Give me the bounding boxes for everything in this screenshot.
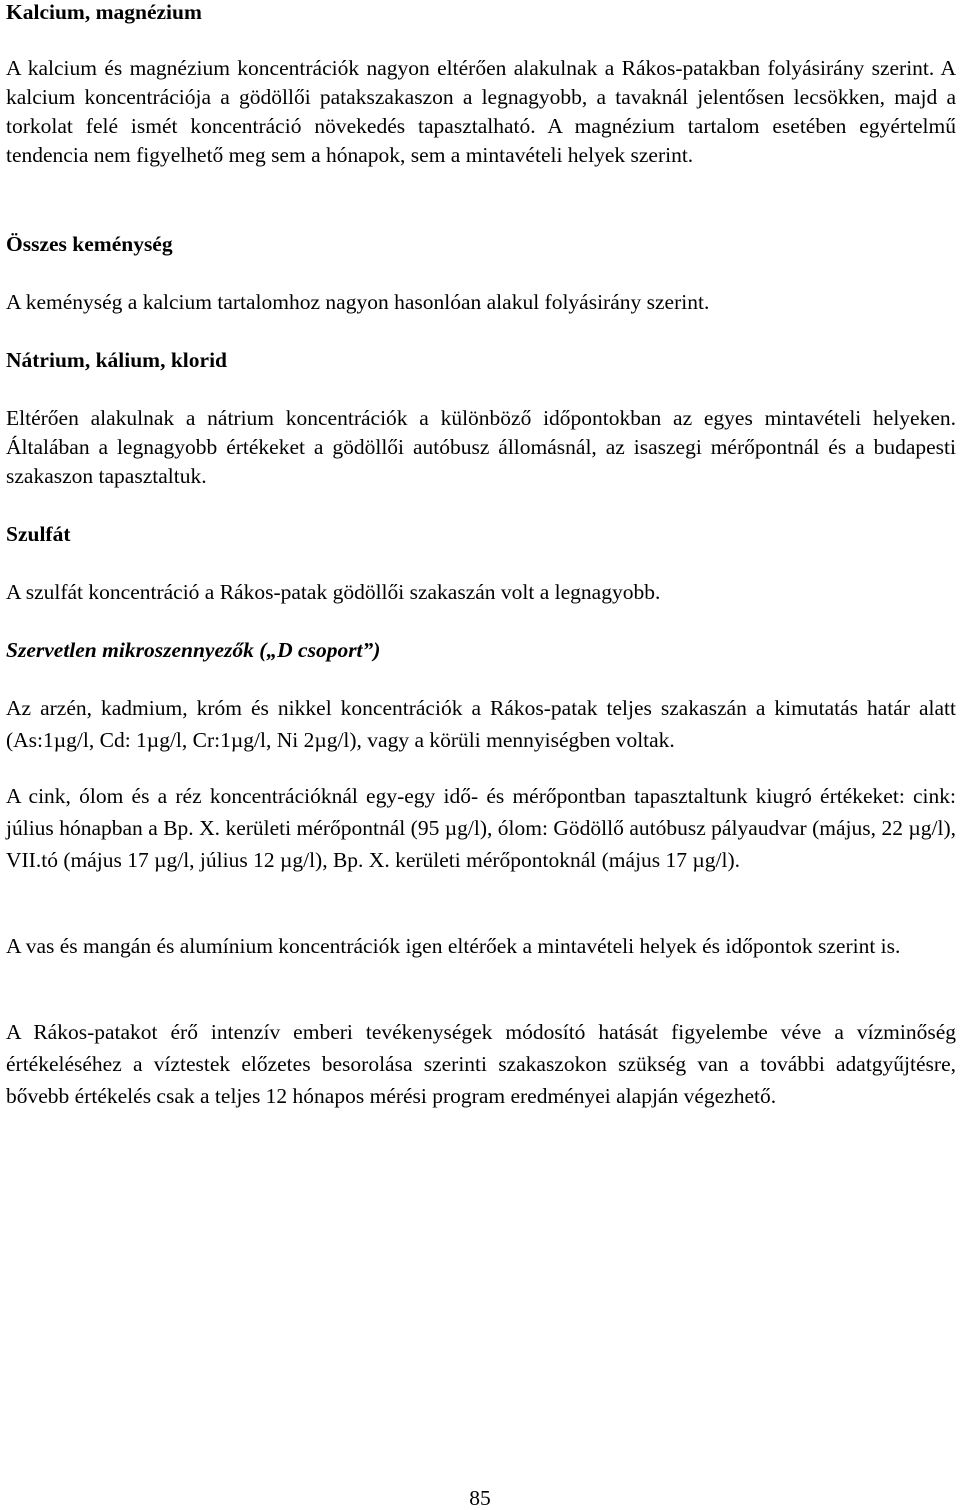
paragraph-conclusion: A Rákos-patakot érő intenzív emberi tevékenységek módosító hatását figyelembe véve a vízminőség értékeléséhez a víztestek előzetes besorolása szerinti szakaszokon szükség van a további adatgyűjtésre, bővebb értékelés csak a teljes 12 hónapos mérési program eredményei alapján végezhető. <box>6 1020 956 1108</box>
paragraph-arsenic-cadmium-chromium-nickel: Az arzén, kadmium, króm és nikkel koncentrációk a Rákos-patak teljes szakaszán a kimutatás határ alatt (As:1µg/l, Cd: 1µg/l, Cr:1µg/l, Ni 2µg/l), vagy a körüli mennyiségben voltak. <box>6 696 956 752</box>
paragraph-sodium-potassium-chloride: Eltérően alakulnak a nátrium koncentrációk a különböző időpontokban az egyes mintavételi helyeken. Általában a legnagyobb értékeket a gödöllői autóbusz állomásnál, az isaszegi mérőpontnál és a budapesti szakaszon tapasztaltuk. <box>6 406 956 488</box>
page-number: 85 <box>469 1486 491 1510</box>
heading-sodium-potassium-chloride: Nátrium, kálium, klorid <box>6 348 227 372</box>
heading-sulfate: Szulfát <box>6 522 71 546</box>
heading-hardness: Összes keménység <box>6 232 173 256</box>
paragraph-zinc-lead-copper: A cink, ólom és a réz koncentrációknál egy-egy idő- és mérőpontban tapasztaltunk kiugró értékeket: cink: július hónapban a Bp. X. kerületi mérőpontnál (95 µg/l), ólom: Gödöllő autóbusz pályaudvar (május, 22 µg/l), VII.tó (május 17 µg/l, július 12 µg/l), Bp. X. kerületi mérőpontoknál (május 17 µg/l). <box>6 784 956 872</box>
paragraph-sulfate: A szulfát koncentráció a Rákos-patak gödöllői szakaszán volt a legnagyobb. <box>6 580 661 604</box>
heading-calcium-magnesium: Kalcium, magnézium <box>6 0 202 24</box>
paragraph-iron-manganese-aluminium: A vas és mangán és alumínium koncentrációk igen eltérőek a mintavételi helyek és időpontok szerint is. <box>6 934 901 958</box>
paragraph-calcium-magnesium: A kalcium és magnézium koncentrációk nagyon eltérően alakulnak a Rákos-patakban folyásirány szerint. A kalcium koncentrációja a gödöllői patakszakaszon a legnagyobb, a tavaknál jelentősen lecsökken, majd a torkolat felé ismét koncentráció növekedés tapasztalható. A magnézium tartalom esetében egyértelmű tendencia nem figyelhető meg sem a hónapok, sem a mintavételi helyek szerint. <box>6 56 956 167</box>
paragraph-hardness: A keménység a kalcium tartalomhoz nagyon hasonlóan alakul folyásirány szerint. <box>6 290 710 314</box>
heading-inorganic-micropollutants: Szervetlen mikroszennyezők („D csoport”) <box>6 638 381 662</box>
